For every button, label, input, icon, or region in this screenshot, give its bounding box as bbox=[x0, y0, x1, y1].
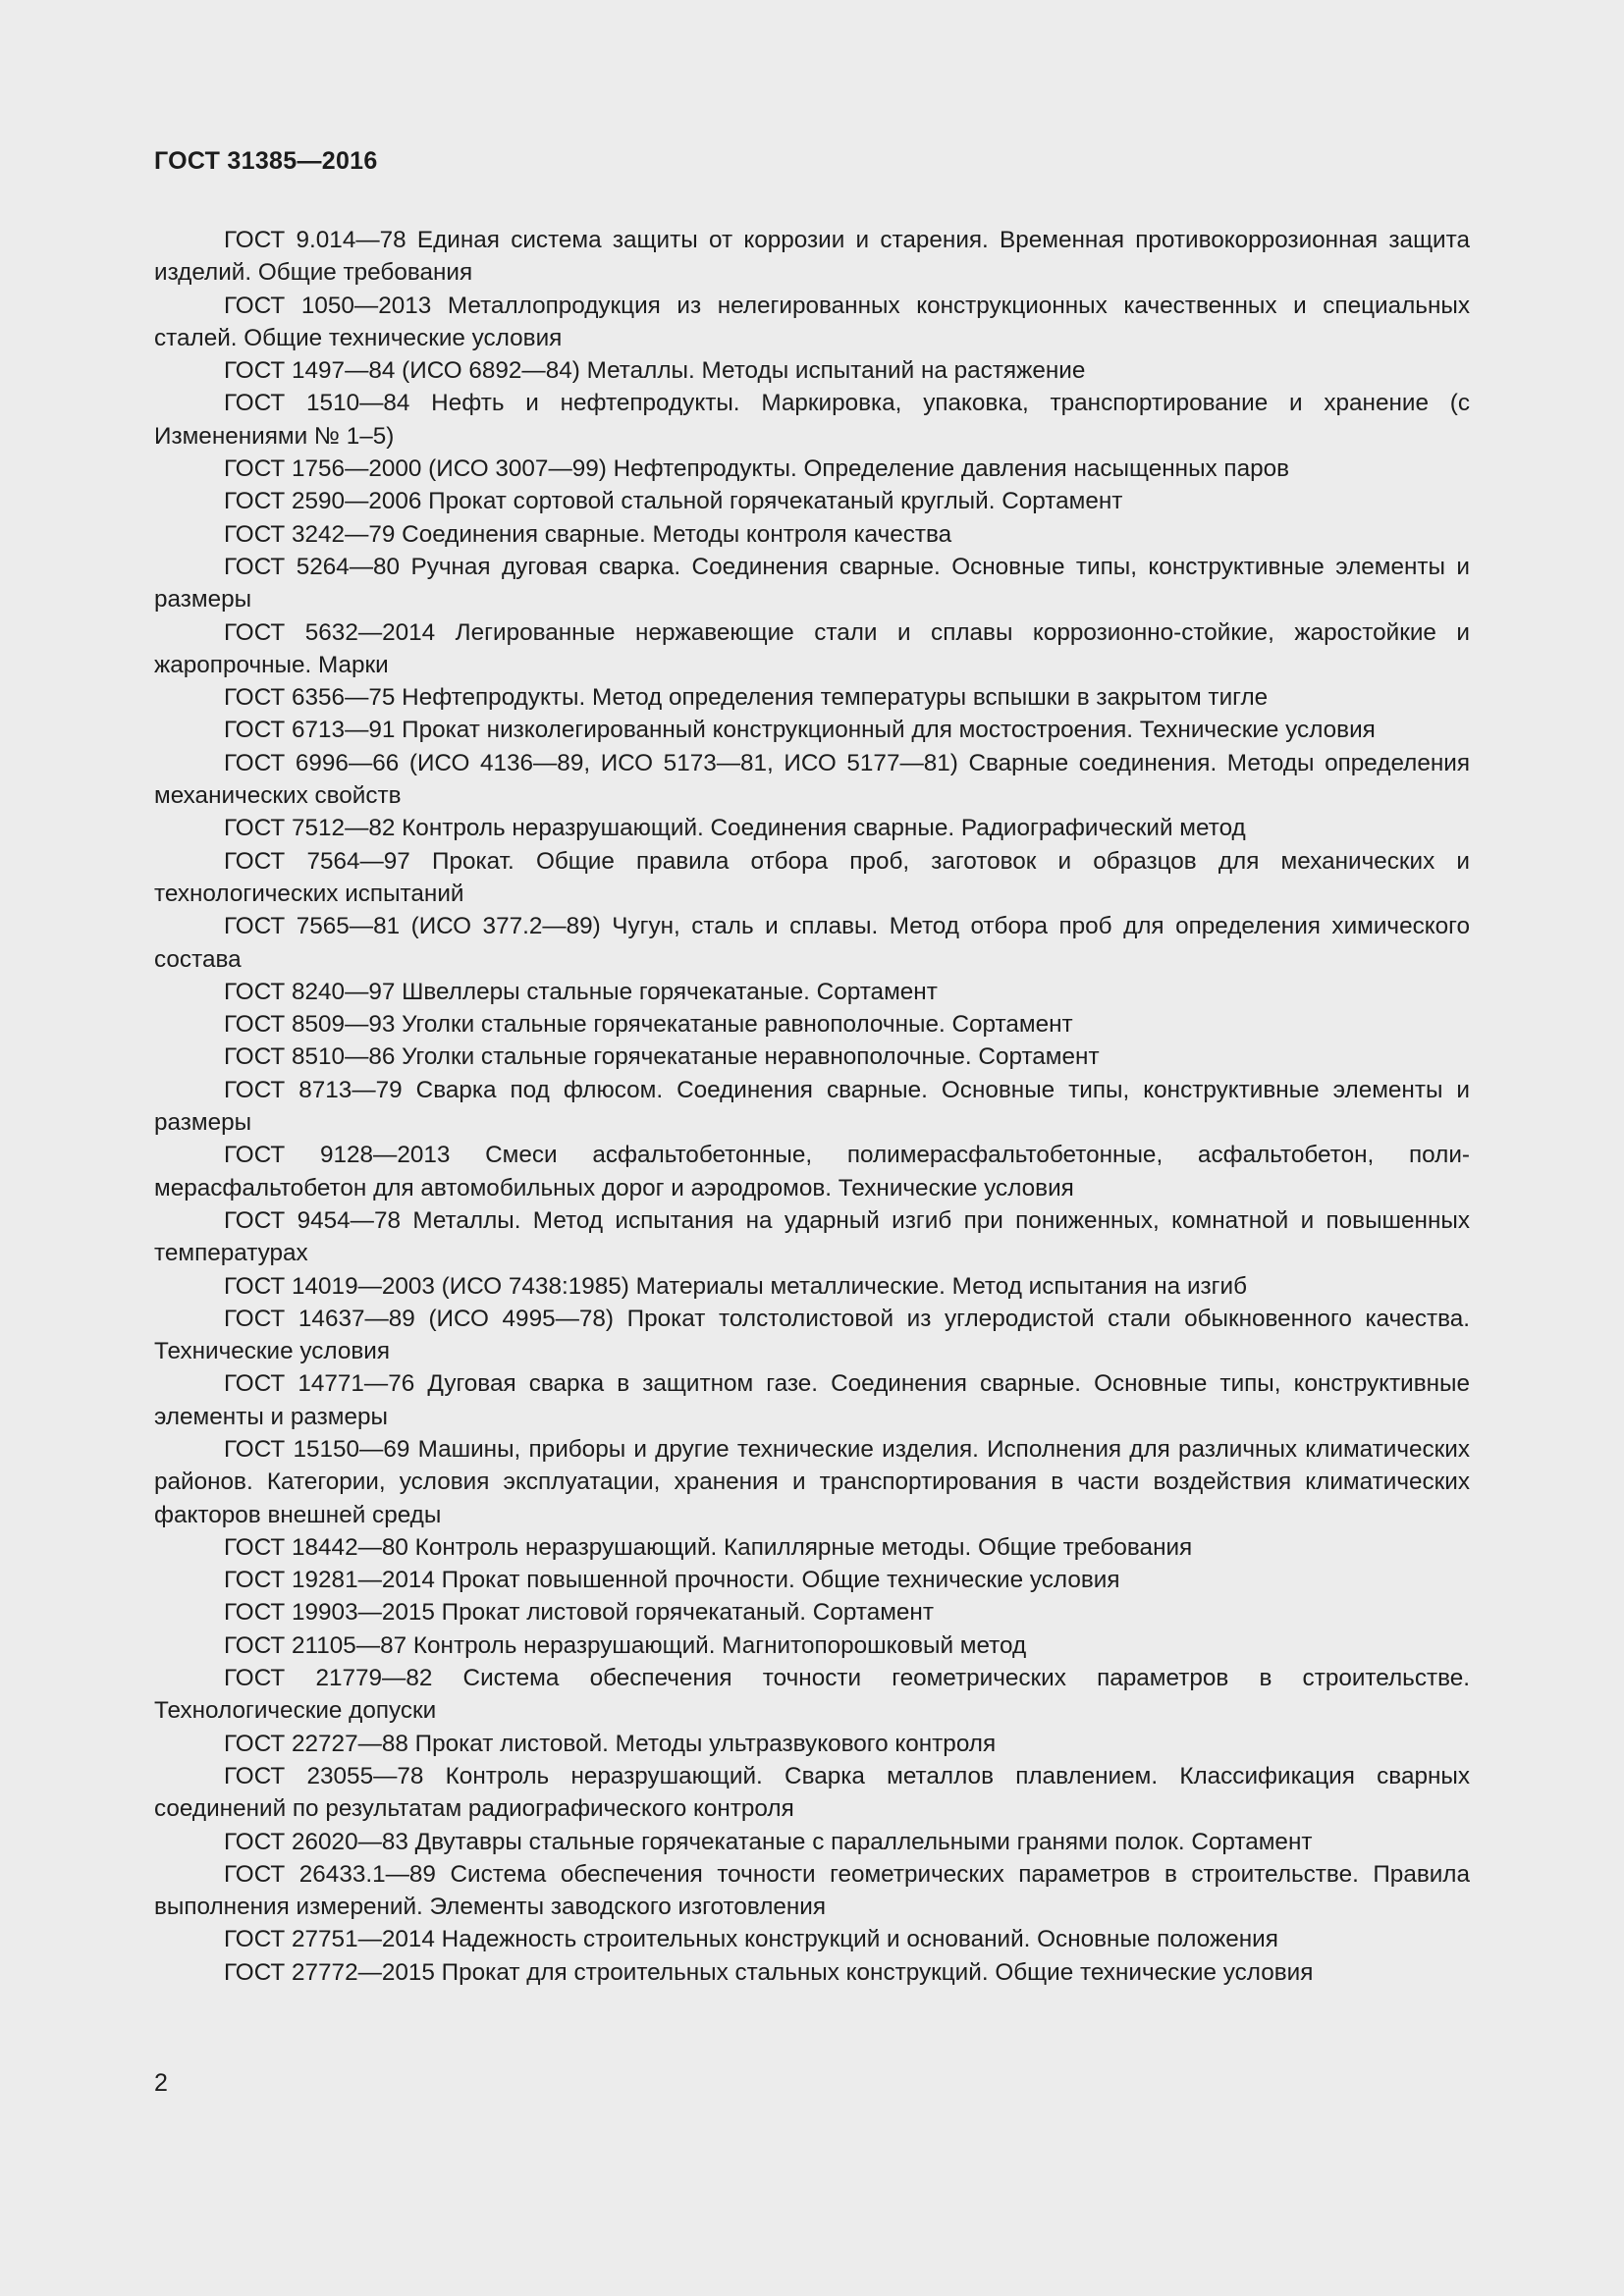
reference-item: ГОСТ 2590—2006 Прокат сортовой стальной горячекатаный круглый. Сортамент bbox=[224, 488, 1123, 515]
reference-item: ГОСТ 7565—81 (ИСО 377.2—89) Чугун, сталь и сплавы. Метод отбора проб для определения химического состава bbox=[154, 913, 1470, 973]
reference-item: ГОСТ 8510—86 Уголки стальные горячекатаные неравнополочные. Сортамент bbox=[224, 1043, 1100, 1071]
reference-item: ГОСТ 7512—82 Контроль неразрушающий. Соединения сварные. Радиографический метод bbox=[224, 815, 1246, 842]
reference-item: ГОСТ 14019—2003 (ИСО 7438:1985) Материалы металлические. Метод испытания на изгиб bbox=[224, 1272, 1248, 1300]
reference-item: ГОСТ 23055—78 Контроль неразрушающий. Сварка металлов плавлением. Классификация сварных соединений по результатам радиографического контроля bbox=[154, 1762, 1470, 1823]
reference-item: ГОСТ 18442—80 Контроль неразрушающий. Капиллярные методы. Общие требования bbox=[224, 1533, 1193, 1561]
reference-item: ГОСТ 26020—83 Двутавры стальные горячекатаные с параллельными гранями полок. Сортамент bbox=[224, 1828, 1313, 1855]
reference-item: ГОСТ 7564—97 Прокат. Общие правила отбора проб, заготовок и образцов для механических и технологических испытаний bbox=[154, 847, 1470, 907]
reference-item: ГОСТ 6996—66 (ИСО 4136—89, ИСО 5173—81, ИСО 5177—81) Сварные соединения. Методы определения механических свойств bbox=[154, 749, 1470, 810]
reference-item: ГОСТ 9454—78 Металлы. Метод испытания на ударный изгиб при пониженных, комнатной и повышенных температурах bbox=[154, 1206, 1470, 1267]
reference-item: ГОСТ 5264—80 Ручная дуговая сварка. Соединения сварные. Основные типы, конструктивные элементы и размеры bbox=[154, 553, 1470, 614]
reference-item: ГОСТ 26433.1—89 Система обеспечения точности геометрических параметров в строительстве. Правила выполнения измерений. Элементы заводского изготовления bbox=[154, 1860, 1470, 1921]
reference-item: ГОСТ 15150—69 Машины, приборы и другие технические изделия. Исполнения для различных климатических районов. Категории, условия эксплуатации, хранения и транспортирования в части воздействия климатических факторов внешней среды bbox=[154, 1435, 1470, 1528]
reference-item: ГОСТ 1050—2013 Металлопродукция из нелегированных конструкционных качественных и специальных сталей. Общие технические условия bbox=[154, 292, 1470, 351]
document-header-id: ГОСТ 31385—2016 bbox=[154, 147, 378, 175]
reference-item: ГОСТ 1510—84 Нефть и нефтепродукты. Маркировка, упаковка, транспортирование и хранение (с Изменениями № 1–5) bbox=[154, 390, 1470, 450]
reference-item: ГОСТ 21779—82 Система обеспечения точности геометрических параметров в строительстве. Технологические допуски bbox=[154, 1665, 1470, 1725]
reference-item: ГОСТ 9.014—78 Единая система защиты от коррозии и старения. Временная противокоррозионная защита изделий. Общие требования bbox=[154, 227, 1470, 287]
reference-item: ГОСТ 6713—91 Прокат низколегированный конструкционный для мостостроения. Технические условия bbox=[224, 717, 1376, 744]
page-number: 2 bbox=[154, 2069, 168, 2097]
reference-item: ГОСТ 22727—88 Прокат листовой. Методы ультразвукового контроля bbox=[224, 1730, 997, 1757]
normative-references-list bbox=[154, 224, 1470, 1989]
reference-item: ГОСТ 8509—93 Уголки стальные горячекатаные равнополочные. Сортамент bbox=[224, 1011, 1073, 1039]
reference-item: ГОСТ 19281—2014 Прокат повышенной прочности. Общие технические условия bbox=[224, 1567, 1120, 1594]
reference-item: ГОСТ 8713—79 Сварка под флюсом. Соединения сварные. Основные типы, конструктивные элементы и размеры bbox=[154, 1076, 1470, 1137]
reference-item: ГОСТ 19903—2015 Прокат листовой горячекатаный. Сортамент bbox=[224, 1599, 934, 1627]
reference-item: ГОСТ 1756—2000 (ИСО 3007—99) Нефтепродукты. Определение давления насыщенных паров bbox=[224, 455, 1290, 483]
reference-item: ГОСТ 21105—87 Контроль неразрушающий. Магнитопорошковый метод bbox=[224, 1631, 1027, 1659]
reference-item: ГОСТ 14771—76 Дуговая сварка в защитном газе. Соединения сварные. Основные типы, конструктивные элементы и размеры bbox=[154, 1370, 1470, 1430]
reference-item: ГОСТ 1497—84 (ИСО 6892—84) Металлы. Методы испытаний на растяжение bbox=[224, 357, 1086, 385]
reference-item: ГОСТ 3242—79 Соединения сварные. Методы контроля качества bbox=[224, 520, 952, 548]
reference-item: ГОСТ 27751—2014 Надежность строительных конструкций и оснований. Основные положения bbox=[224, 1926, 1278, 1953]
reference-item: ГОСТ 5632—2014 Легированные нержавеющие стали и сплавы коррозионно-стойкие, жаростойкие и жаропрочные. Марки bbox=[154, 618, 1470, 678]
reference-item: ГОСТ 27772—2015 Прокат для строительных стальных конструкций. Общие технические условия bbox=[224, 1958, 1314, 1986]
reference-item: ГОСТ 14637—89 (ИСО 4995—78) Прокат толстолистовой из углеродистой стали обыкновенного качества. Технические условия bbox=[154, 1305, 1470, 1365]
reference-item: ГОСТ 6356—75 Нефтепродукты. Метод определения температуры вспышки в закрытом тигле bbox=[224, 684, 1269, 712]
reference-item: ГОСТ 8240—97 Швеллеры стальные горячекатаные. Сортамент bbox=[224, 978, 938, 1005]
reference-item: ГОСТ 9128—2013 Смеси асфальтобетонные, полимерасфальтобетонные, асфальтобетон, полимерасфальтобетон для автомобильных дорог и аэродромов. Технические условия bbox=[154, 1142, 1470, 1201]
